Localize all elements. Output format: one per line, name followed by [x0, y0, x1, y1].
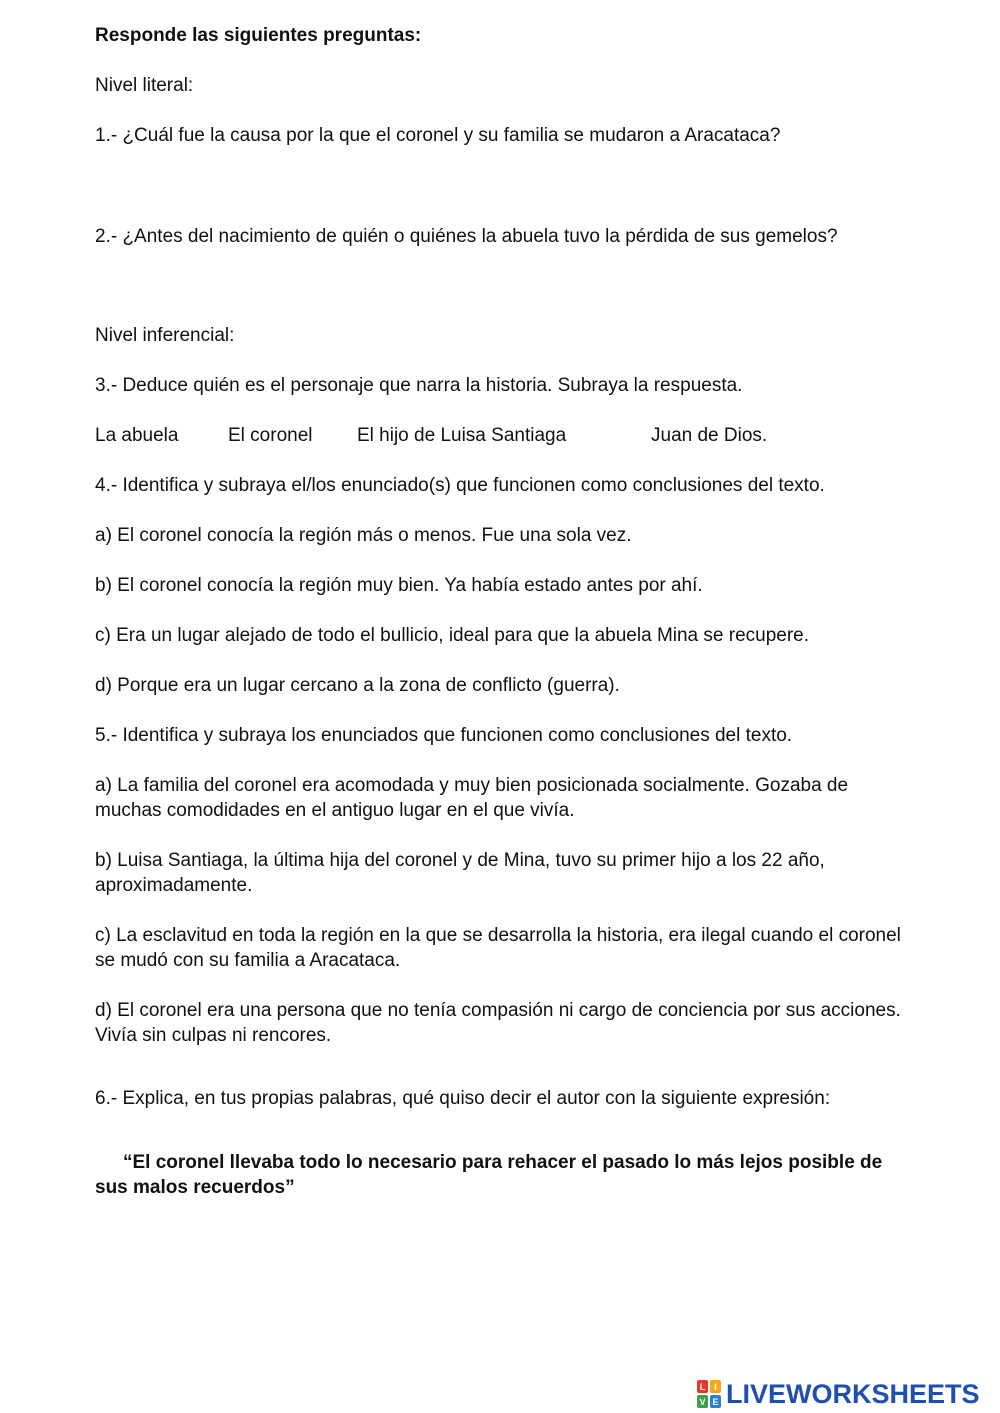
section-literal-label: Nivel literal: — [95, 75, 194, 96]
q4-option-b[interactable]: b) El coronel conocía la región muy bien. Ya había estado antes por ahí. — [95, 575, 703, 596]
question-2: 2.- ¿Antes del nacimiento de quién o quiénes la abuela tuvo la pérdida de sus gemelos? — [95, 226, 838, 247]
svg-text:V: V — [699, 1397, 706, 1407]
q5-option-a[interactable]: a) La familia del coronel era acomodada y muy bien posicionada socialmente. Gozaba de muchas comodidades en el antiguo lugar en el que vivía. — [95, 775, 849, 821]
q3-option-coronel[interactable]: El coronel — [228, 425, 313, 446]
question-4: 4.- Identifica y subraya el/los enunciado(s) que funcionen como conclusiones del texto. — [95, 475, 825, 496]
question-3: 3.- Deduce quién es el personaje que narra la historia. Subraya la respuesta. — [95, 375, 743, 396]
svg-text:L: L — [699, 1382, 706, 1392]
q6-quote: “El coronel llevaba todo lo necesario para rehacer el pasado lo más lejos posible de sus malos recuerdos” — [95, 1152, 883, 1198]
liveworksheets-watermark — [696, 1378, 980, 1410]
q3-option-abuela[interactable]: La abuela — [95, 425, 179, 446]
liveworksheets-text: LIVEWORKSHEETS — [726, 1379, 980, 1409]
q5-option-c[interactable]: c) La esclavitud en toda la región en la que se desarrolla la historia, era ilegal cuando el coronel se mudó con su familia a Aracataca. — [95, 925, 901, 971]
question-5: 5.- Identifica y subraya los enunciados que funcionen como conclusiones del texto. — [95, 725, 793, 746]
q4-option-c[interactable]: c) Era un lugar alejado de todo el bullicio, ideal para que la abuela Mina se recupere. — [95, 625, 810, 646]
question-1: 1.- ¿Cuál fue la causa por la que el coronel y su familia se mudaron a Aracataca? — [95, 125, 781, 146]
q5-option-d[interactable]: d) El coronel era una persona que no tenía compasión ni cargo de conciencia por sus acciones. Vivía sin culpas ni rencores. — [95, 1000, 901, 1046]
q3-option-hijo[interactable]: El hijo de Luisa Santiaga — [357, 425, 567, 446]
svg-text:I: I — [714, 1382, 717, 1392]
q4-option-a[interactable]: a) El coronel conocía la región más o menos. Fue una sola vez. — [95, 525, 632, 546]
worksheet-heading: Responde las siguientes preguntas: — [95, 25, 422, 46]
liveworksheets-logo-icon — [696, 1379, 722, 1409]
q3-option-juan[interactable]: Juan de Dios. — [651, 425, 768, 446]
q4-option-d[interactable]: d) Porque era un lugar cercano a la zona de conflicto (guerra). — [95, 675, 620, 696]
q5-option-b[interactable]: b) Luisa Santiaga, la última hija del coronel y de Mina, tuvo su primer hijo a los 22 año, aproximadamente. — [95, 850, 825, 896]
question-6: 6.- Explica, en tus propias palabras, qué quiso decir el autor con la siguiente expresión: — [95, 1088, 831, 1109]
section-inferential-label: Nivel inferencial: — [95, 325, 235, 346]
svg-text:E: E — [712, 1397, 719, 1407]
